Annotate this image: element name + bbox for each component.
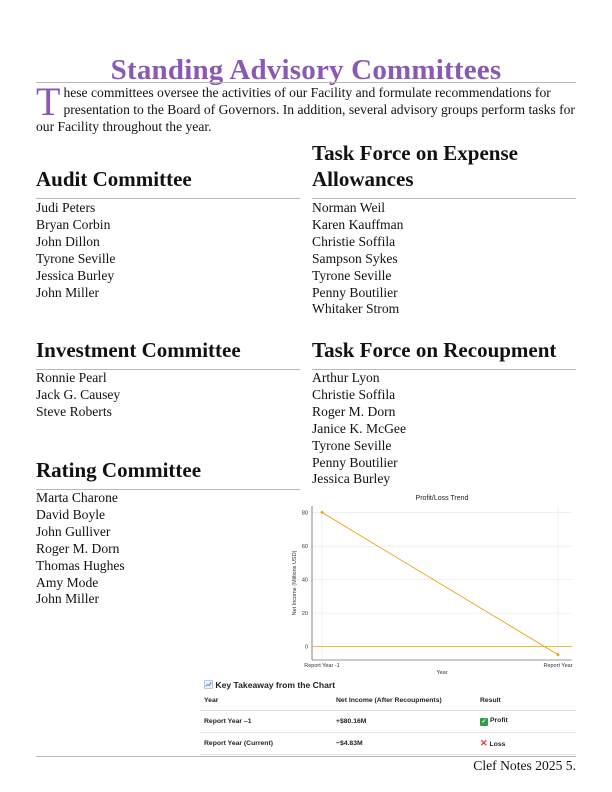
x-tick-label: Report Year	[543, 663, 573, 669]
y-tick-label: 40	[301, 577, 308, 584]
y-tick-label: 80	[301, 510, 308, 517]
table-cell: −$4.83M	[332, 732, 476, 754]
rating-committee-heading: Rating Committee	[36, 458, 202, 482]
list-item: John Gulliver	[36, 523, 111, 539]
list-item: Penny Boutilier	[312, 454, 398, 470]
page-title: Standing Advisory Committees	[110, 54, 502, 86]
table-cell	[476, 710, 576, 732]
list-item: Whitaker Strom	[312, 301, 400, 317]
table-cell: Report Year (Current)	[200, 732, 332, 754]
list-item: Janice K. McGee	[312, 420, 406, 436]
column-header: Net Income (After Recoupments)	[332, 692, 476, 710]
table-cell	[476, 732, 576, 754]
rating-member-list	[36, 490, 125, 608]
chart-icon	[204, 680, 215, 690]
list-item: Roger M. Dorn	[312, 403, 396, 419]
audit-divider	[36, 198, 300, 199]
table-cell: +$80.16M	[332, 710, 476, 732]
footer-divider	[36, 756, 576, 757]
y-tick-label: 0	[304, 644, 308, 651]
list-item: Karen Kauffman	[312, 216, 404, 232]
list-item: Sampson Sykes	[312, 250, 398, 266]
list-item: Amy Mode	[36, 574, 99, 590]
list-item: Tyrone Seville	[312, 267, 392, 283]
data-point	[321, 511, 324, 514]
data-point	[557, 653, 560, 656]
table-header-row	[200, 692, 576, 710]
list-item: John Dillon	[36, 233, 100, 249]
y-axis-label: Net Income (Millions USD)	[292, 550, 298, 616]
page-footer: Clef Notes 2025 5.	[473, 758, 576, 773]
result-label: Profit	[490, 716, 508, 724]
intro-text: hese committees oversee the activities of our Facility and formulate recommendations for presentation to the Board of Governors. In addition, several advisory groups perform tasks for our Facility throughout the year.	[36, 85, 575, 134]
title-divider	[36, 82, 576, 83]
list-item: Jack G. Causey	[36, 386, 121, 402]
cross-icon: ✕	[480, 737, 488, 748]
list-item: Bryan Corbin	[36, 216, 111, 232]
list-item: Judi Peters	[36, 200, 96, 215]
list-item: Roger M. Dorn	[36, 540, 120, 556]
column-header: Result	[476, 692, 576, 710]
heading-line: Task Force on Expense	[312, 141, 518, 165]
recoupment-member-list	[312, 370, 406, 488]
expense-divider	[312, 198, 576, 199]
list-item: David Boyle	[36, 506, 106, 522]
list-item: John Miller	[36, 284, 100, 300]
list-item: Jessica Burley	[312, 471, 391, 487]
check-icon: ✓	[481, 718, 487, 725]
list-item: Christie Soffila	[312, 233, 396, 249]
recoupment-task-force-heading: Task Force on Recoupment	[312, 338, 557, 362]
list-item: Thomas Hughes	[36, 557, 125, 573]
y-tick-label: 60	[301, 544, 308, 551]
list-item: John Miller	[36, 591, 100, 607]
table-cell: Report Year –1	[200, 710, 332, 732]
x-tick-label: Report Year -1	[304, 663, 340, 669]
profit-loss-chart	[282, 490, 578, 676]
list-item: Ronnie Pearl	[36, 370, 107, 385]
column-header: Year	[200, 692, 332, 710]
intro-paragraph	[36, 79, 576, 135]
result-label: Loss	[489, 740, 506, 748]
takeaway-table	[200, 692, 576, 755]
takeaway-title: Key Takeaway from the Chart	[215, 680, 336, 690]
list-item: Arthur Lyon	[312, 370, 380, 385]
list-item: Penny Boutilier	[312, 284, 398, 300]
y-tick-label: 20	[301, 611, 308, 618]
takeaway-heading	[204, 680, 335, 690]
list-item: Tyrone Seville	[312, 437, 392, 453]
table-row	[200, 710, 576, 732]
list-item: Tyrone Seville	[36, 250, 116, 266]
audit-member-list	[36, 200, 115, 301]
list-item: Jessica Burley	[36, 267, 115, 283]
x-axis-label: Year	[436, 670, 448, 676]
drop-cap: T	[36, 79, 61, 124]
list-item: Norman Weil	[312, 200, 386, 215]
table-row	[200, 732, 576, 754]
audit-committee-heading: Audit Committee	[36, 167, 192, 191]
investment-committee-heading: Investment Committee	[36, 338, 241, 362]
expense-member-list	[312, 200, 403, 318]
expense-task-force-heading	[312, 140, 518, 192]
list-item: Marta Charone	[36, 490, 118, 505]
heading-line: Allowances	[312, 167, 414, 191]
series-line	[322, 512, 558, 654]
list-item: Christie Soffila	[312, 386, 396, 402]
investment-member-list	[36, 370, 120, 421]
chart-title: Profit/Loss Trend	[415, 495, 469, 502]
list-item: Steve Roberts	[36, 403, 112, 419]
